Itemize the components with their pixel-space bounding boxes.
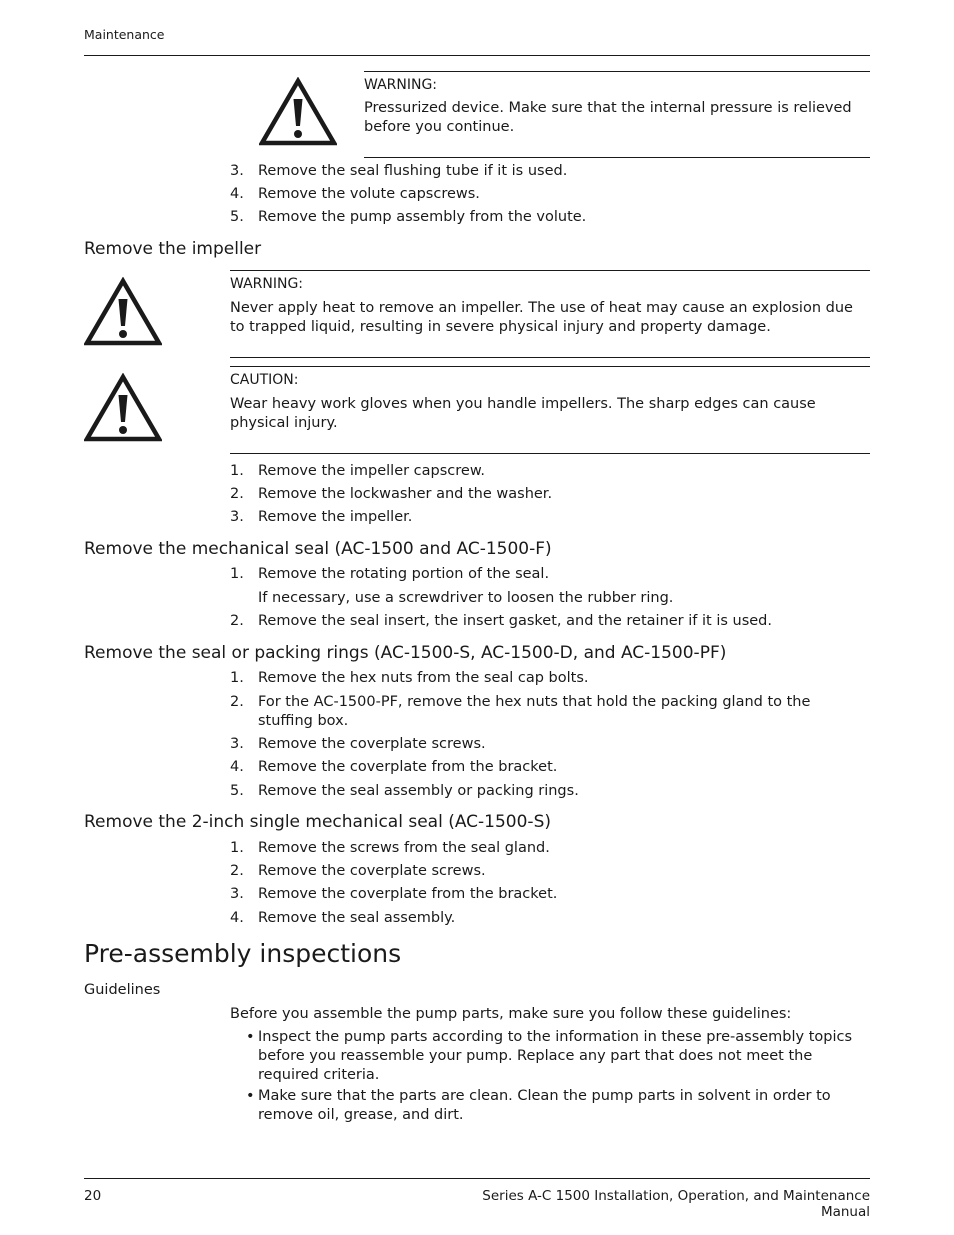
list-item: 2. Remove the lockwasher and the washer. (230, 486, 553, 502)
section-heading-packing-rings: Remove the seal or packing rings (AC-1500-S, AC-1500-D, and AC-1500-PF) (84, 643, 727, 663)
section-heading-two-inch-seal: Remove the 2-inch single mechanical seal (AC-1500-S) (84, 812, 551, 832)
list-item: 1. Remove the hex nuts from the seal cap bolts. (230, 670, 589, 686)
impeller-warning-text: Never apply heat to remove an impeller. The use of heat may cause an explosion due to trapped liquid, resulting in severe physical injury and property damage. (230, 300, 853, 335)
step-note: If necessary, use a screwdriver to loosen the rubber ring. (258, 590, 674, 606)
list-item: 2. Remove the coverplate screws. (230, 863, 486, 879)
list-item: 4. Remove the seal assembly. (230, 910, 456, 926)
section-heading-mechanical-seal: Remove the mechanical seal (AC-1500 and AC-1500-F) (84, 539, 552, 559)
warning1-label: WARNING: (364, 77, 438, 93)
list-item: 3. Remove the seal flushing tube if it is used. (230, 163, 568, 179)
list-item: 5. Remove the seal assembly or packing rings. (230, 783, 579, 799)
list-item: 4. Remove the coverplate from the bracket. (230, 759, 558, 775)
list-item: 1. Remove the rotating portion of the seal. (230, 566, 550, 582)
warning1-top-rule (364, 71, 870, 72)
list-item: • Make sure that the parts are clean. Clean the pump parts in solvent in order to remove oil, grease, and dirt. (246, 1088, 831, 1123)
impeller-warning-top-rule (230, 270, 870, 271)
list-item: 1. Remove the screws from the seal gland. (230, 840, 550, 856)
list-item: 4. Remove the volute capscrews. (230, 186, 480, 202)
manual-title: Series A-C 1500 Installation, Operation, and Maintenance Manual (482, 1188, 870, 1220)
warning-triangle-icon (84, 373, 162, 443)
impeller-warning-label: WARNING: (230, 276, 304, 292)
subheading-guidelines: Guidelines (84, 982, 161, 998)
guidelines-intro: Before you assemble the pump parts, make sure you follow these guidelines: (230, 1006, 792, 1022)
list-item: 3. Remove the coverplate from the bracket. (230, 886, 558, 902)
running-header: Maintenance (84, 27, 165, 42)
header-rule (84, 55, 870, 56)
list-item: 5. Remove the pump assembly from the volute. (230, 209, 587, 225)
warning-triangle-icon (259, 77, 337, 147)
caution-label: CAUTION: (230, 372, 299, 388)
caution-top-rule (230, 366, 870, 367)
impeller-warning-bottom-rule (230, 357, 870, 358)
warning-triangle-icon (84, 277, 162, 347)
page-number: 20 (84, 1188, 102, 1204)
section-heading-impeller: Remove the impeller (84, 239, 262, 259)
footer-rule (84, 1178, 870, 1179)
list-item: 2. For the AC-1500-PF, remove the hex nuts that hold the packing gland to the stuffing box. (230, 694, 811, 729)
caution-text: Wear heavy work gloves when you handle impellers. The sharp edges can cause physical injury. (230, 396, 816, 431)
list-item: 3. Remove the coverplate screws. (230, 736, 486, 752)
list-item: 3. Remove the impeller. (230, 509, 413, 525)
caution-bottom-rule (230, 453, 870, 454)
warning1-text: Pressurized device. Make sure that the internal pressure is relieved before you continue. (364, 100, 852, 135)
list-item: • Inspect the pump parts according to the information in these pre-assembly topics before you reassemble your pump. Replace any part that does not meet the required criteria. (246, 1029, 853, 1083)
list-item: 2. Remove the seal insert, the insert gasket, and the retainer if it is used. (230, 613, 772, 629)
warning1-bottom-rule (364, 157, 870, 158)
section-heading-pre-assembly: Pre-assembly inspections (84, 939, 402, 968)
list-item: 1. Remove the impeller capscrew. (230, 463, 485, 479)
